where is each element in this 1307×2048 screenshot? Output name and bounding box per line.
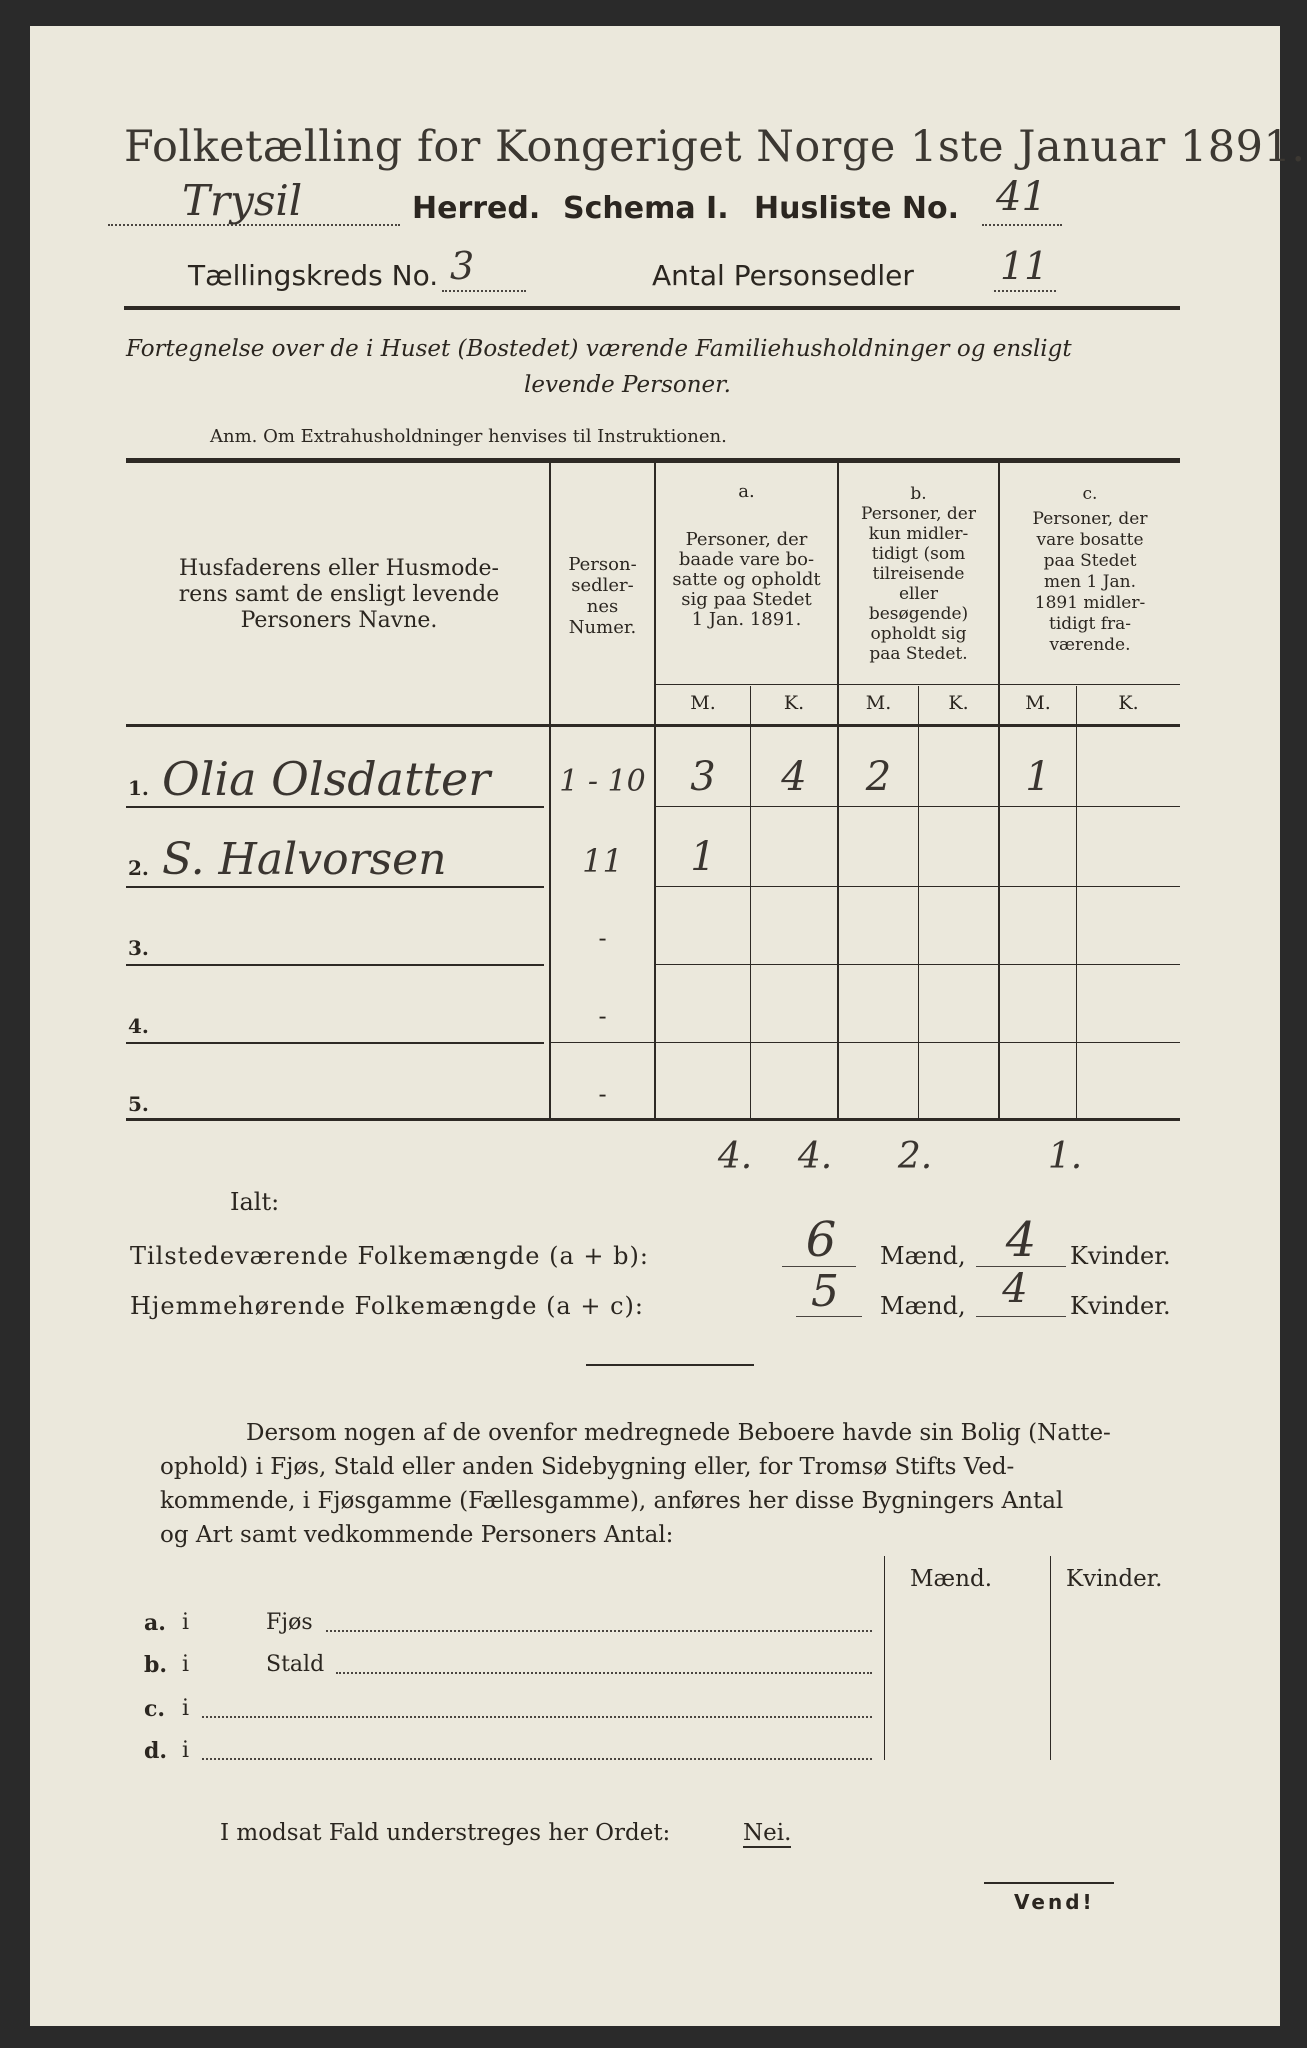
row-numer: 11 <box>582 842 623 880</box>
row-numer: - <box>598 1080 607 1108</box>
hjem-maend: Mænd, <box>880 1292 966 1320</box>
bm-header: M. <box>865 692 892 714</box>
bolig-item-letter: c. <box>144 1696 166 1722</box>
bolig-kvinder-header: Kvinder. <box>1066 1566 1163 1592</box>
nei-word: Nei. <box>743 1820 792 1846</box>
col-b-line-7: opholdt sig <box>870 624 967 644</box>
row-rule-3 <box>126 964 544 966</box>
ialt-label: Ialt: <box>230 1188 280 1216</box>
col-c-line-2: vare bosatte <box>1036 530 1144 550</box>
bolig-item-label: Stald <box>266 1652 325 1677</box>
row-am: 3 <box>690 754 716 800</box>
col-b-line-1: Personer, der <box>861 504 976 524</box>
antal-value: 11 <box>1000 244 1049 288</box>
row-numer: - <box>598 924 607 952</box>
kreds-label: Tællingskreds No. <box>188 259 439 292</box>
row-rule-2b <box>656 886 1180 887</box>
modsat-text: I modsat Fald understreges her Ordet: <box>220 1820 671 1846</box>
header-divider <box>124 306 1180 310</box>
total-am: 4. <box>717 1136 753 1177</box>
row-numer: - <box>598 1002 607 1030</box>
bolig-item-dots <box>336 1672 872 1674</box>
col-b-header <box>839 484 998 664</box>
bolig-vline-1 <box>884 1556 885 1760</box>
row-rule-1b <box>656 806 1180 807</box>
col-name-header <box>134 556 544 634</box>
intro-line-2: levende Personer. <box>524 372 731 398</box>
vline-a-mk <box>750 686 751 1118</box>
col-a-line-3: satte og opholdt <box>672 569 821 590</box>
row-cm: 1 <box>1025 754 1051 800</box>
bolig-para-1: Dersom nogen af de ovenfor medregnede Beboere havde sin Bolig (Natte- <box>246 1420 1111 1446</box>
form-title: Folketælling for Kongeriget Norge 1ste Januar 1891. <box>124 122 1306 172</box>
col-name-line-3: Personers Navne. <box>240 608 438 633</box>
ak-header: K. <box>783 692 805 714</box>
col-num-line-1: Person- <box>568 554 637 575</box>
row-number: 1. <box>128 776 149 800</box>
row-number: 2. <box>128 856 149 880</box>
col-b-line-5: eller <box>898 584 939 604</box>
col-num-line-4: Numer. <box>568 617 637 638</box>
schema-label: Schema I. <box>563 191 729 226</box>
col-c-line-7: værende. <box>1049 635 1131 655</box>
col-num-line-2: sedler- <box>571 575 634 596</box>
census-form-page <box>30 26 1306 2026</box>
mk-rule <box>656 684 1180 685</box>
herred-label: Herred. <box>412 191 541 226</box>
bolig-item-letter: d. <box>144 1738 168 1764</box>
bolig-item-dots <box>326 1630 872 1632</box>
tilst-maend: Mænd, <box>880 1242 966 1270</box>
vend-text: Vend! <box>1014 1890 1095 1914</box>
ck-header: K. <box>1118 692 1139 714</box>
kreds-line <box>442 290 526 292</box>
col-b-line-8: paa Stedet. <box>869 644 968 664</box>
husliste-line <box>982 224 1062 226</box>
col-a-letter: a. <box>738 481 755 502</box>
bolig-para-3: kommende, i Fjøsgamme (Fællesgamme), anføres her disse Bygningers Antal <box>160 1488 1064 1514</box>
tilst-label: Tilstedeværende Folkemængde (a + b): <box>130 1242 649 1270</box>
total-ak: 4. <box>797 1136 833 1177</box>
col-c-line-6: tidigt fra- <box>1048 614 1131 634</box>
bolig-item-i: i <box>182 1652 190 1677</box>
tilst-k: 4 <box>1005 1212 1037 1268</box>
col-c-letter: c. <box>1082 484 1098 504</box>
antal-label: Antal Personsedler <box>652 259 914 292</box>
tilst-m: 6 <box>805 1212 837 1268</box>
row-numer: 1 - 10 <box>559 764 646 799</box>
table-bottom-rule <box>126 1118 1180 1121</box>
col-c-line-4: men 1 Jan. <box>1043 572 1137 592</box>
bolig-vline-2 <box>1050 1556 1051 1760</box>
section-divider <box>586 1364 754 1366</box>
total-bm: 2. <box>897 1136 933 1177</box>
row-rule-3b <box>656 964 1180 965</box>
am-header: M. <box>690 692 716 714</box>
row-number: 5. <box>128 1092 149 1116</box>
col-b-line-3: tidigt (som <box>871 544 966 564</box>
col-a-line-4: sig paa Stedet <box>681 589 812 610</box>
cm-header: M. <box>1025 692 1051 714</box>
col-a-line-1: Personer, der <box>685 529 808 550</box>
antal-line <box>994 290 1056 292</box>
bolig-item-dots <box>202 1758 872 1760</box>
row-name: S. Halvorsen <box>162 834 447 885</box>
hjem-m: 5 <box>811 1266 839 1317</box>
bolig-item-i: i <box>182 1696 190 1721</box>
col-a-line-5: 1 Jan. 1891. <box>691 609 802 630</box>
total-cm: 1. <box>1047 1136 1083 1177</box>
row-rule-4b <box>551 1042 1180 1043</box>
husliste-value: 41 <box>996 174 1047 220</box>
col-a-line-2: baade vare bo- <box>678 549 815 570</box>
col-c-line-1: Personer, der <box>1032 509 1148 529</box>
col-b-letter: b. <box>910 484 927 504</box>
col-c-line-5: 1891 midler- <box>1034 593 1146 613</box>
col-name-line-2: rens samt de ensligt levende <box>178 582 500 607</box>
col-num-header <box>551 554 654 638</box>
vend-rule <box>984 1882 1114 1884</box>
table-top-rule <box>126 458 1180 463</box>
vline-b-mk <box>918 686 919 1118</box>
hjem-k: 4 <box>1002 1266 1028 1312</box>
bolig-item-i: i <box>182 1738 190 1763</box>
col-a-header <box>656 482 837 630</box>
row-bm: 2 <box>865 754 892 800</box>
bolig-para-4: og Art samt vedkommende Personers Antal: <box>160 1522 674 1548</box>
hjem-k-line <box>976 1316 1066 1317</box>
col-c-header <box>1000 484 1180 656</box>
intro-line-1: Fortegnelse over de i Huset (Bostedet) værende Familiehusholdninger og ensligt <box>126 336 1072 362</box>
bolig-para-2: ophold) i Fjøs, Stald eller anden Sidebygning eller, for Tromsø Stifts Ved- <box>160 1454 1015 1480</box>
col-b-line-6: besøgende) <box>868 604 969 624</box>
bolig-item-i: i <box>182 1610 190 1635</box>
table-header-rule <box>126 724 1180 727</box>
bk-header: K. <box>948 692 969 714</box>
col-b-line-2: kun midler- <box>868 524 969 544</box>
row-ak: 4 <box>781 754 807 800</box>
row-rule-1 <box>126 806 544 808</box>
anm-note: Anm. Om Extrahusholdninger henvises til Instruktionen. <box>210 426 727 447</box>
bolig-item-letter: b. <box>144 1652 168 1678</box>
col-c-line-3: paa Stedet <box>1043 551 1137 571</box>
row-rule-2 <box>126 886 544 888</box>
row-number: 3. <box>128 936 149 960</box>
row-number: 4. <box>128 1014 149 1038</box>
herred-value: Trysil <box>182 176 303 225</box>
col-b-line-4: tilreisende <box>872 564 965 584</box>
hjem-label: Hjemmehørende Folkemængde (a + c): <box>130 1292 644 1320</box>
row-name: Olia Olsdatter <box>162 752 491 806</box>
bolig-item-letter: a. <box>144 1610 166 1636</box>
bolig-maend-header: Mænd. <box>910 1566 993 1592</box>
husliste-label: Husliste No. <box>754 191 959 226</box>
vline-c-mk <box>1076 686 1077 1118</box>
kreds-value: 3 <box>450 244 475 288</box>
row-rule-4 <box>126 1042 544 1044</box>
bolig-item-dots <box>202 1716 872 1718</box>
row-am: 1 <box>690 834 716 880</box>
col-num-line-3: nes <box>586 596 619 617</box>
tilst-kvinder: Kvinder. <box>1070 1242 1171 1270</box>
col-name-line-1: Husfaderens eller Husmode- <box>179 556 499 581</box>
bolig-item-label: Fjøs <box>266 1610 313 1635</box>
hjem-kvinder: Kvinder. <box>1070 1292 1171 1320</box>
